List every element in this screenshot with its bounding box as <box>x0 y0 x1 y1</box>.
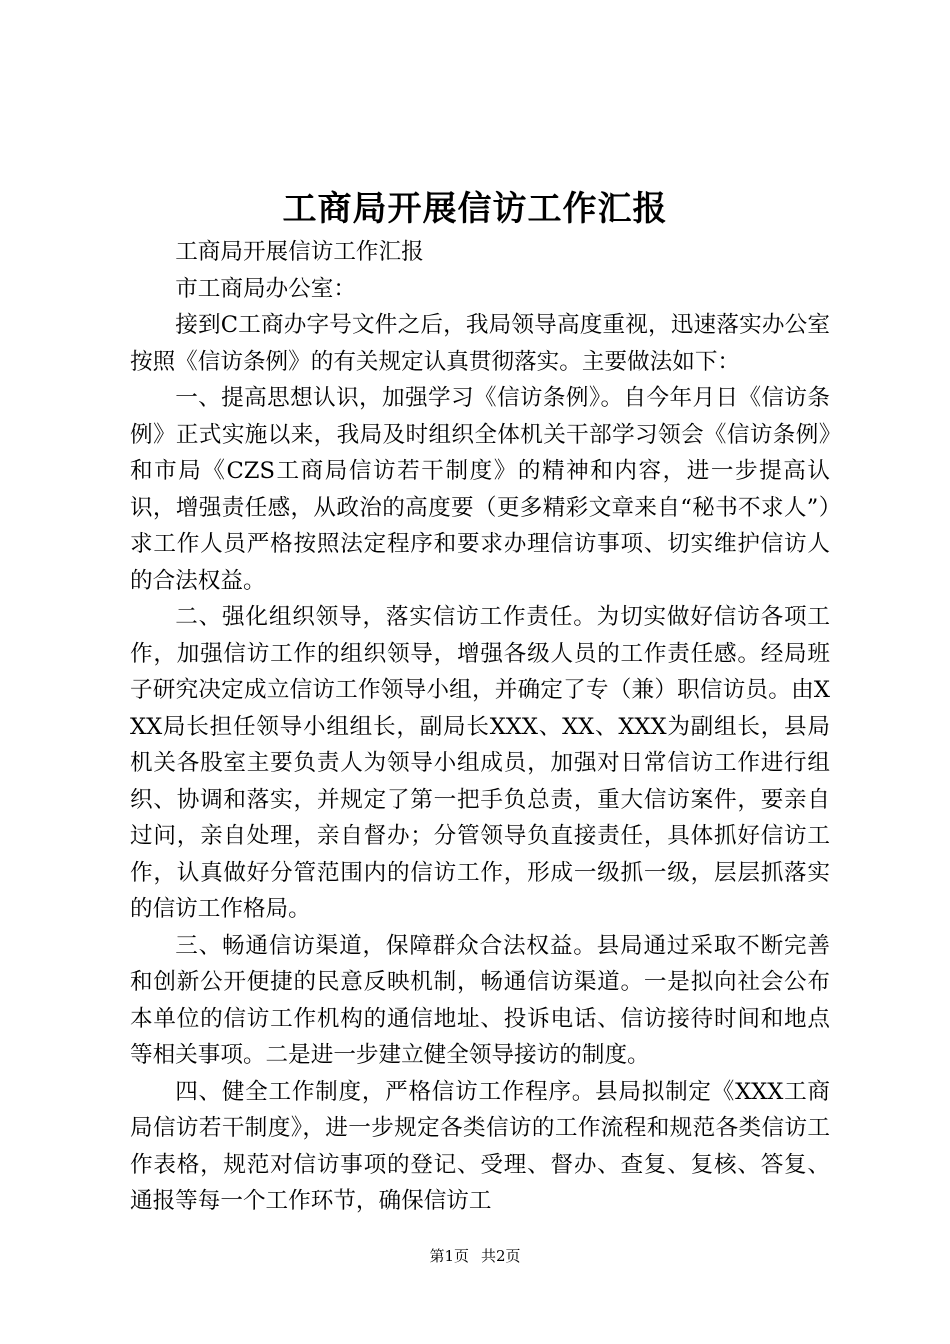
paragraph-section-4: 四、健全工作制度，严格信访工作程序。县局拟制定《XXX工商局信访若干制度》，进一步规定各类信访的工作流程和规范各类信访工作表格，规范对信访事项的登记、受理、督办、查复、复核、答复、通报等每一个工作环节，确保信访工 <box>130 1078 830 1214</box>
paragraph-section-1: 一、提高思想认识，加强学习《信访条例》。自今年月日《信访条例》正式实施以来，我局及时组织全体机关干部学习领会《信访条例》和市局《CZS工商局信访若干制度》的精神和内容，进一步提高认识，增强责任感，从政治的高度要（更多精彩文章来自“秘书不求人”）求工作人员严格按照法定程序和要求办理信访事项、切实维护信访人的合法权益。 <box>130 385 830 594</box>
paragraph-intro: 接到C工商办字号文件之后，我局领导高度重视，迅速落实办公室按照《信访条例》的有关规定认真贯彻落实。主要做法如下： <box>130 312 830 375</box>
page-number-current: 第1页 <box>429 1247 469 1265</box>
document-body <box>130 234 830 1220</box>
paragraph-section-2: 二、强化组织领导，落实信访工作责任。为切实做好信访各项工作，加强信访工作的组织领导，增强各级人员的工作责任感。经局班子研究决定成立信访工作领导小组，并确定了专（兼）职信访员。由XXX局长担任领导小组组长，副局长XXX、XX、XXX为副组长，县局机关各股室主要负责人为领导小组成员，加强对日常信访工作进行组织、协调和落实，并规定了第一把手负总责，重大信访案件，要亲自过问，亲自处理，亲自督办；分管领导负直接责任，具体抓好信访工作，认真做好分管范围内的信访工作，形成一级抓一级，层层抓落实的信访工作格局。 <box>130 604 830 922</box>
paragraph-section-3: 三、畅通信访渠道，保障群众合法权益。县局通过采取不断完善和创新公开便捷的民意反映机制，畅通信访渠道。一是拟向社会公布本单位的信访工作机构的通信地址、投诉电话、信访接待时间和地点等相关事项。二是进一步建立健全领导接访的制度。 <box>130 932 830 1068</box>
page-number-total: 共2页 <box>481 1247 521 1265</box>
page-footer <box>0 1244 950 1268</box>
paragraph-addressee: 市工商局办公室： <box>175 275 356 302</box>
document-title: 工商局开展信访工作汇报 <box>282 189 668 229</box>
paragraph-subtitle: 工商局开展信访工作汇报 <box>175 239 424 265</box>
